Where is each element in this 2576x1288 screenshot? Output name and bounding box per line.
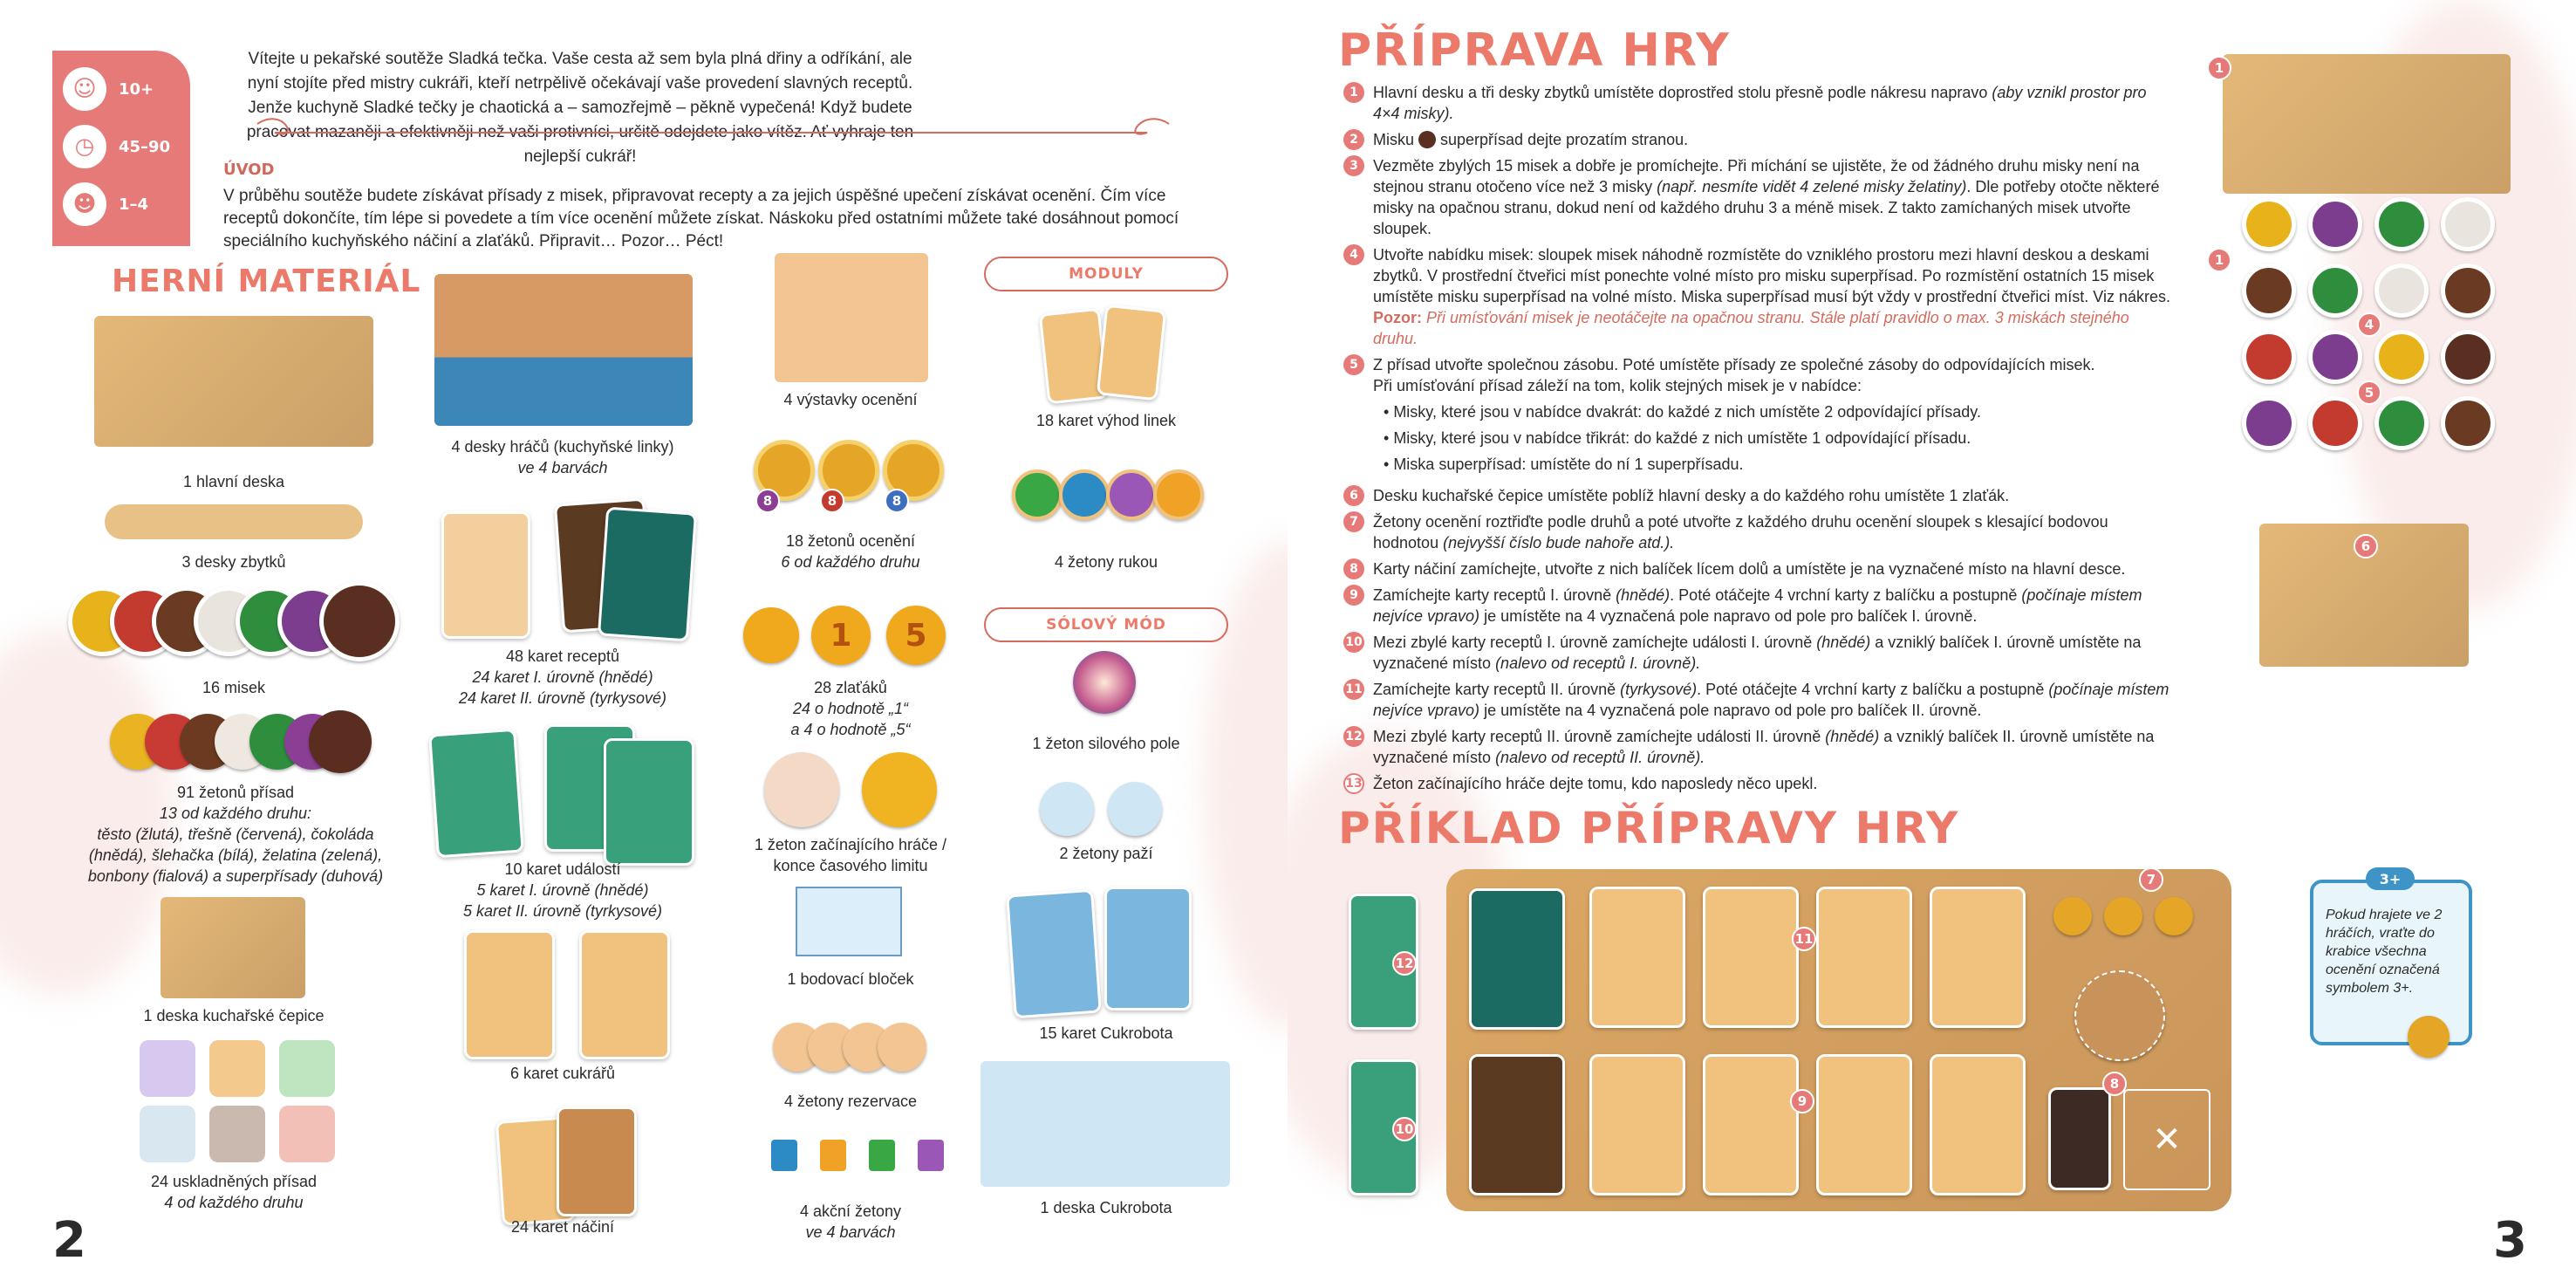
recipe-card-image [441, 511, 530, 639]
setup-bowl [2242, 330, 2296, 384]
hand-token [1153, 469, 1204, 520]
start-player-token [764, 752, 839, 827]
setup-steps [1343, 82, 2172, 799]
hand-token [1106, 469, 1157, 520]
step-number: 10 [1343, 632, 1364, 653]
step-7 [1343, 511, 2172, 553]
setup-bowl [2242, 197, 2296, 251]
start-line-2: konce časového limitu [773, 857, 928, 874]
award-line-2: 6 od každého druhu [781, 553, 920, 571]
step-number: 8 [1343, 558, 1364, 579]
reservation-caption: 4 žetony rezervace [783, 1093, 918, 1110]
note-award-token [2408, 1016, 2450, 1058]
step-13 [1343, 773, 2172, 794]
step-9 [1343, 585, 2172, 627]
step-text: Mezi zbylé karty receptů I. úrovně zamíchejte události I. úrovně (hnědé) a vzniklý balíček I. úrovně umístěte na vyznačené místo (nalevo od receptů I. úrovně). [1373, 634, 2142, 672]
setup-bowl [2308, 396, 2362, 450]
example-marker: 12 [1392, 951, 1417, 976]
time-value: 45–90 [119, 137, 171, 156]
two-player-note [2310, 880, 2472, 1045]
chef-hat-board-caption: 1 deska kuchařské čepice [143, 1007, 325, 1024]
arm-tokens-caption: 2 žetony paží [1059, 845, 1153, 862]
recipe-line-2: 24 karet I. úrovně (hnědé) [472, 668, 653, 686]
baker-card-image [464, 930, 555, 1059]
tokens-line-2: 13 od každého druhu: [159, 805, 312, 822]
start-player-caption [733, 834, 968, 876]
arm-token [1040, 782, 1094, 836]
player-boards-line-1: 4 desky hráčů (kuchyňské linky) [451, 438, 674, 456]
setup-marker: 6 [2354, 534, 2378, 558]
event-card-image [428, 729, 524, 859]
note-text: Pokud hrajete ve 2 hráčích, vraťte do krabice všechna ocenění označená symbolem 3+. [2326, 908, 2443, 996]
recipe-cards-caption [410, 646, 715, 709]
setup-bowl [2441, 264, 2495, 318]
hand-tokens-caption: 4 žetony rukou [1054, 553, 1158, 571]
age-value: 10+ [119, 79, 154, 99]
score-pad-caption: 1 bodovací bloček [787, 970, 914, 988]
force-field-token [1073, 651, 1136, 714]
super-bowl-icon [1418, 131, 1436, 148]
ingredient-tokens-caption [61, 782, 410, 887]
example-empty-slot-icon: ✕ [2123, 1089, 2210, 1190]
cukrobot-cards-caption: 15 karet Cukrobota [1039, 1024, 1173, 1042]
stored-ingredient [279, 1040, 335, 1097]
tokens-line-3: těsto (žlutá), třešně (červená), čokoláda [97, 826, 374, 843]
step-text: Žetony ocenění roztřiďte podle druhů a poté utvořte z každého druhu ocenění sloupek s klesající bodovou hodnotou (nejvyšší číslo bude nahoře atd.). [1373, 513, 2108, 552]
example-recipe-card [1816, 887, 1912, 1028]
clock-icon: ◷ [63, 125, 106, 168]
setup-bowl [2308, 197, 2362, 251]
example-recipe-card [1930, 1054, 2026, 1196]
event-line-1: 10 karet událostí [504, 860, 621, 878]
step-number: 12 [1343, 726, 1364, 747]
step-text: Karty náčiní zamíchejte, utvořte z nich balíček lícem dolů a umístěte je na vyznačené místo na hlavní desce. [1373, 560, 2126, 578]
step-4 [1343, 244, 2172, 349]
three-plus-badge: 3+ [2366, 867, 2415, 890]
tokens-line-1: 91 žetonů přísad [176, 784, 295, 801]
stored-line-1: 24 uskladněných přísad [150, 1173, 318, 1190]
setup-bowl [2441, 330, 2495, 384]
player-boards-caption [410, 436, 715, 478]
step-12 [1343, 726, 2172, 768]
example-recipe-card [1703, 1054, 1799, 1196]
setup-marker: 1 [2207, 56, 2231, 80]
example-level2-deck [1469, 888, 1565, 1030]
line-advantage-caption: 18 karet výhod linek [1035, 412, 1177, 429]
bowl-super [319, 581, 400, 661]
step-text: Utvořte nabídku misek: sloupek misek náhodně rozmístěte do vzniklého prostoru mezi hlavní deskou a deskami zbytků. V prostřední čtveřici míst ponechte volné místo pro misku superpřísad. Po rozmístění ostatních 15 misek umístěte misku superpřísad na volné místo. Miska superpřísad musí být vždy v prostřední čtveřici míst. Viz nákres. Pozor: Při umísťování misek je neotáčejte na opačnou stranu. Stále platí pravidlo o max. 3 miskách stejného druhu. [1373, 246, 2171, 347]
leftover-board-image [105, 504, 363, 539]
setup-bowl [2242, 396, 2296, 450]
setup-marker: 5 [2357, 380, 2381, 405]
age-icon: ☺ [63, 67, 106, 111]
step-text: Zamíchejte karty receptů II. úrovně (tyrkysové). Poté otáčejte 4 vrchní karty z balíčku a postupně (počínaje místem nejvíce vpravo) je umístěte na 4 vyznačená pole napravo od pole pro balíček II. úrovně. [1373, 681, 2169, 719]
step-8 [1343, 558, 2172, 579]
intro-text: Vítejte u pekařské soutěže Sladká tečka. Vaše cesta až sem byla plná dřiny a odříkání, ale nyní stojíte před mistry cukráři, kteří netrpělivě očekávají vaše provedení slavných receptů. Jenže kuchyně Sladké tečky je chaotická a – samozřejmě – pěkně vypečená! Když budete pracovat mazaněji a efektivněji než vaši protivníci, určitě odejdete jako vítěz. Ať vyhraje ten nejlepší cukrář! [246, 50, 914, 166]
step-2 [1343, 129, 2172, 150]
example-heading: PŘÍKLAD PŘÍPRAVY HRY [1338, 803, 1960, 853]
award-line-1: 18 žetonů ocenění [785, 532, 916, 550]
stored-ingredient [209, 1106, 265, 1162]
player-boards-image [434, 274, 693, 426]
setup-bowl [2242, 264, 2296, 318]
tool-cards-caption: 24 karet náčiní [510, 1218, 615, 1236]
tokens-line-5: bonbony (fialová) a superpřísady (duhová) [87, 867, 384, 885]
award-displays-caption: 4 výstavky ocenění [783, 391, 918, 408]
example-award-token [2155, 897, 2193, 935]
step-10 [1343, 632, 2172, 674]
step-number: 13 [1343, 773, 1364, 794]
page-number: 3 [2493, 1212, 2527, 1269]
baker-card-image [579, 930, 670, 1059]
timer-token [862, 752, 937, 827]
setup-bowl [2441, 197, 2495, 251]
event-line-2: 5 karet I. úrovně (hnědé) [476, 881, 649, 899]
modules-heading: MODULY [1069, 265, 1144, 283]
example-tool-deck [2048, 1087, 2111, 1190]
time-row [63, 120, 190, 173]
coins-line-3: a 4 o hodnotě „5“ [790, 721, 911, 738]
example-recipe-card [1589, 887, 1685, 1028]
setup-marker: 1 [2207, 248, 2231, 272]
page-number: 2 [52, 1212, 86, 1269]
cukrobot-card [1104, 887, 1192, 1011]
award-displays-image [775, 253, 928, 382]
coins-line-1: 28 zlaťáků [814, 679, 887, 696]
step-text: Žeton začínajícího hráče dejte tomu, kdo naposledy něco upekl. [1373, 775, 1818, 792]
stored-ingredient [140, 1040, 195, 1097]
game-info-panel [52, 51, 190, 246]
action-token-blue [771, 1140, 797, 1171]
coins-line-2: 24 o hodnotě „1“ [792, 700, 909, 717]
example-award-token [2053, 897, 2092, 935]
example-recipe-card [1703, 887, 1799, 1028]
stored-ingredients-caption [94, 1171, 373, 1213]
setup-bowl [2374, 197, 2429, 251]
action-token-purple [918, 1140, 944, 1171]
step-number: 7 [1343, 511, 1364, 532]
cukrobot-board-caption: 1 deska Cukrobota [1040, 1199, 1172, 1216]
coin-image [743, 607, 799, 663]
recipe-card-back-level-2 [598, 507, 697, 642]
solo-heading: SÓLOVÝ MÓD [1046, 616, 1166, 634]
force-field-caption: 1 žeton silového pole [1032, 735, 1180, 752]
event-cards-caption [410, 859, 715, 921]
cukrobot-board-image [981, 1061, 1230, 1187]
award-value-badge: 8 [820, 489, 844, 513]
tool-card-image [557, 1106, 637, 1216]
example-marker: 11 [1792, 927, 1816, 951]
event-line-3: 5 karet II. úrovně (tyrkysové) [462, 902, 663, 920]
hand-token [1059, 469, 1110, 520]
bowls-caption: 16 misek [202, 679, 266, 696]
decorative-swirl-divider [249, 106, 1178, 141]
recipe-line-1: 48 karet receptů [505, 647, 620, 665]
step-5-bullet: • Misky, které jsou v nabídce dvakrát: do každé z nich umístěte 2 odpovídající přísady. [1384, 403, 1981, 421]
main-board-image [94, 316, 373, 447]
award-tokens-caption [750, 531, 951, 572]
step-number: 4 [1343, 244, 1364, 265]
setup-bowl [2374, 330, 2429, 384]
example-recipe-card [1930, 887, 2026, 1028]
step-number: 11 [1343, 679, 1364, 700]
coins-caption [750, 677, 951, 740]
action-token-green [869, 1140, 895, 1171]
example-marker: 9 [1790, 1089, 1814, 1113]
example-recipe-card [1816, 1054, 1912, 1196]
age-row [63, 63, 190, 115]
coin-value-5: 5 [886, 606, 946, 665]
stored-ingredient [279, 1106, 335, 1162]
setup-bowl [2308, 264, 2362, 318]
players-row [63, 178, 190, 230]
setup-heading: PŘÍPRAVA HRY [1338, 24, 1731, 77]
coin-value-1: 1 [811, 606, 871, 665]
step-text: Vezměte zbylých 15 misek a dobře je promíchejte. Při míchání se ujistěte, že od žádného druhu misky není na stejnou stranu otočeno více než 3 misky (např. nesmíte vidět 4 zelené misky želatiny). Dle potřeby otočte některé misky na opačnou stranu, dokud není od každého druhu 3 a méně misek. Z takto zamíchaných misek utvořte sloupek. [1373, 157, 2160, 237]
event-card-image [604, 738, 694, 866]
cukrobot-card [1006, 889, 1102, 1019]
award-value-badge: 8 [755, 489, 780, 513]
award-value-badge: 8 [885, 489, 909, 513]
stored-ingredient [209, 1040, 265, 1097]
step-number: 3 [1343, 155, 1364, 176]
reservation-token [878, 1023, 926, 1072]
leftover-boards-caption: 3 desky zbytků [181, 553, 286, 571]
example-recipe-card [1589, 1054, 1685, 1196]
step-text: Mezi zbylé karty receptů II. úrovně zamíchejte události II. úrovně (hnědé) a vzniklý balíček II. úrovně umístěte na vyznačené místo (nalevo od receptů II. úrovně). [1373, 728, 2155, 766]
components-heading: HERNÍ MATERIÁL [112, 264, 421, 299]
example-award-token [2104, 897, 2142, 935]
step-number: 2 [1343, 129, 1364, 150]
example-level1-deck [1469, 1054, 1565, 1196]
chef-hat-board-image [161, 897, 305, 998]
players-value: 1–4 [119, 195, 149, 214]
stored-line-2: 4 od každého druhu [164, 1194, 304, 1211]
step-text: Misku superpřísad dejte prozatím stranou. [1373, 131, 1689, 148]
stored-ingredients-image [140, 1040, 335, 1162]
players-icon: ☻ [63, 182, 106, 226]
step-1 [1343, 82, 2172, 124]
action-line-2: ve 4 barvách [805, 1223, 896, 1241]
ingredient-token [309, 710, 372, 773]
step-number: 9 [1343, 585, 1364, 606]
setup-main-board [2223, 54, 2511, 194]
arm-token [1108, 782, 1162, 836]
step-text: Hlavní desku a tři desky zbytků umístěte doprostřed stolu přesně podle nákresu napravo (aby vznikl prostor pro 4×4 misky). [1373, 84, 2147, 122]
main-board-caption: 1 hlavní deska [182, 473, 285, 490]
setup-bowl [2308, 330, 2362, 384]
start-line-1: 1 žeton začínajícího hráče / [754, 836, 947, 853]
player-boards-line-2: ve 4 barvách [517, 459, 608, 476]
example-marker: 10 [1392, 1117, 1417, 1141]
hand-token [1012, 469, 1063, 520]
setup-marker: 4 [2357, 312, 2381, 337]
recipe-line-3: 24 karet II. úrovně (tyrkysové) [458, 689, 667, 707]
setup-bowl [2374, 264, 2429, 318]
step-text: Desku kuchařské čepice umístěte poblíž hlavní desky a do každého rohu umístěte 1 zlaťák. [1373, 487, 2010, 504]
step-text: Z přísad utvořte společnou zásobu. Poté umístěte přísady ze společné zásoby do odpovídajících misek. Při umísťování přísad záleží na tom, kolik stejných misek je v nabídce: • Misky, které jsou v nabídce dvakrát: do každé z nich umístěte 2 odpovídající přísady. • Misky, které jsou v nabídce třikrát: do každé z nich umístěte 1 odpovídající přísadu. • Miska superpřísad: umístěte do ní 1 superpřísadu. [1373, 356, 2095, 473]
example-marker: 8 [2102, 1072, 2127, 1096]
step-5 [1343, 354, 2172, 480]
step-3 [1343, 155, 2172, 239]
intro-paragraph: V průběhu soutěže budete získávat přísady z misek, připravovat recepty a za jejich úspěšné upečení získávat ocenění. Čím více receptů dokončíte, tím lépe si povedete a tím více ocenění můžete získat. Náskoku před ostatními můžete také dosáhnout pomocí speciálního kuchyňského náčiní a zlaťáků. Připravit… Pozor… Péct! [223, 187, 1179, 250]
step-number: 5 [1343, 354, 1364, 375]
step-5-bullet: • Miska superpřísad: umístěte do ní 1 superpřísadu. [1384, 456, 1744, 473]
step-number: 6 [1343, 485, 1364, 506]
intro-heading: ÚVOD [223, 161, 275, 179]
baker-cards-caption: 6 karet cukrářů [509, 1065, 616, 1082]
score-pad-image [796, 887, 902, 956]
step-text: Zamíchejte karty receptů I. úrovně (hnědé). Poté otáčejte 4 vrchní karty z balíčku a postupně (počínaje místem nejvíce vpravo) je umístěte na 4 vyznačená pole napravo od pole pro balíček I. úrovně. [1373, 586, 2142, 625]
line-advantage-card [1097, 305, 1166, 401]
step-11 [1343, 679, 2172, 721]
setup-bowl [2441, 396, 2495, 450]
step-number: 1 [1343, 82, 1364, 103]
tokens-line-4: (hnědá), šlehačka (bílá), želatina (zelená), [88, 846, 383, 864]
setup-bowl [2374, 396, 2429, 450]
action-token-orange [820, 1140, 846, 1171]
example-chef-hat-area [2074, 970, 2165, 1061]
step-6 [1343, 485, 2172, 506]
example-marker: 7 [2139, 867, 2163, 892]
action-line-1: 4 akční žetony [799, 1202, 902, 1220]
stored-ingredient [140, 1106, 195, 1162]
action-tokens-caption [750, 1201, 951, 1243]
step-5-bullet: • Misky, které jsou v nabídce třikrát: do každé z nich umístěte 1 odpovídající přísadu. [1384, 429, 1971, 447]
